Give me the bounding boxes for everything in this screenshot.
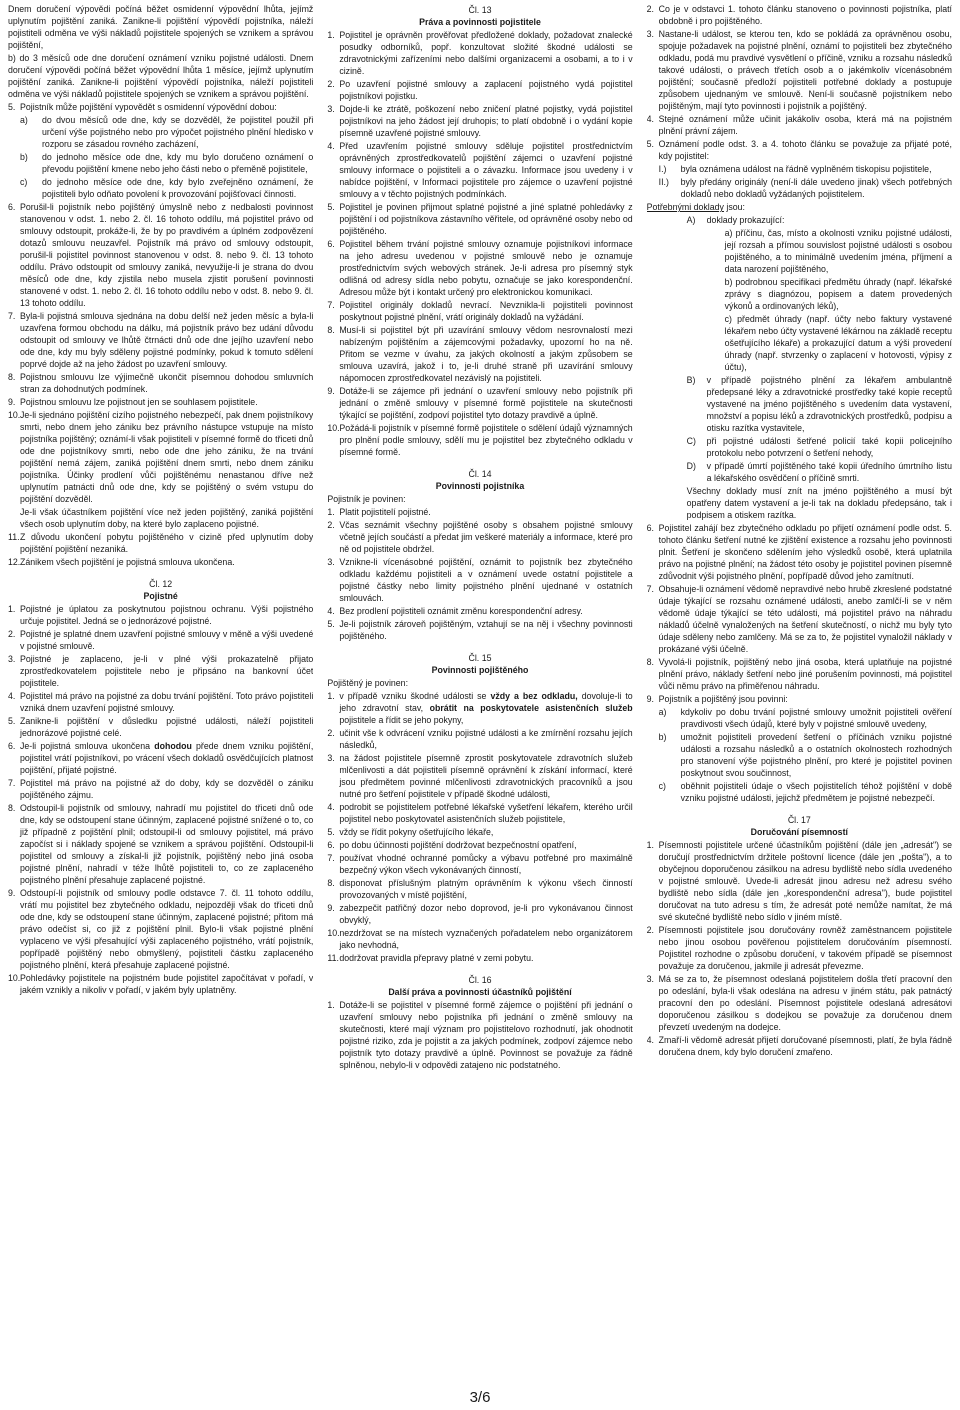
list-item: 4. Před uzavřením pojistné smlouvy sděluje pojistitel prostřednictvím oprávněných zprostředkovatelů pojištění zájemci o uzavření pojistné smlouvy informace o pojistiteli a o závazku. Informace jsou uvedeny i v nabídce pojištění, v Informaci pojistitele pro zájemce o uzavření pojistné smlouvy a v těchto pojistných podmínkách. xyxy=(327,141,633,199)
list-item: 1. Pojistné je úplatou za poskytnutou pojistnou ochranu. Výši pojistného určuje pojistitel. Jedná se o jednorázové pojistné. xyxy=(8,604,314,626)
list-item: 6. Je-li pojistná smlouva ukončena dohodou přede dnem vzniku pojištění, pojistitel vrátí pojistníkovi, po vrácení všech dokladů osvědčujících platnost pojištění, přijaté pojistné. xyxy=(8,741,314,775)
list-item: 7. Pojistitel originály dokladů nevrací. Nevznikla-li pojistiteli povinnost poskytnout pojistné plnění, vrátí originály dokladů na vyžádání. xyxy=(327,300,633,322)
list-item: I.) byla oznámena událost na řádně vyplněném tiskopisu pojistitele, xyxy=(658,164,932,174)
list-item: 3. Vznikne-li vícenásobné pojištění, oznámit to pojistník bez zbytečného odkladu každému pojistiteli a v oznámení uvede ostatní pojistitele a pojistné částky nebo limity pojistného plnění ujednané v ostatních smlouvách. xyxy=(327,557,633,603)
list-item: 6. Porušil-li pojistník nebo pojištěný úmyslně nebo z nedbalosti povinnost stanovenou v odst. 1. nebo 2. čl. 16 tohoto oddílu, má pojistitel právo od smlouvy odstoupit, prokáže-li, že by po pravdivém a úplném zodpovězení dotazů smlouvu neuzavřel. Pojistník má právo od smlouvy odstoupit, porušil-li pojistitel povinnost stanovenou v odst. 8. nebo 9. čl. 13 tohoto oddílu. Právo odstoupit od smlouvy zaniká, nevyužije-li je strana do dvou měsíců ode dne, kdy zjistila nebo musela zjistit porušení povinnosti stanovené v odst. 1. nebo 2. čl. 16 tohoto oddílu nebo v odst. 8. nebo 9. čl. 13 tohoto oddílu. xyxy=(8,202,314,308)
list-item: 11. Z důvodu ukončení pobytu pojištěného v cizině před uplynutím doby pojištění pojištění nezaniká. xyxy=(8,532,314,554)
list-item: 11. dodržovat pravidla přepravy platné v zemi pobytu. xyxy=(327,953,534,963)
list-item: 2. Písemnosti pojistitele jsou doručovány rovněž zaměstnancem pojistitele nebo jinou osobou pověřenou pojistitelem doručováním písemností. Pojistitel rozhodne o způsobu doručení, v takovém případě se písemnost považuje za doručenou, jakmile ji adresát převezme. xyxy=(646,925,952,971)
list-item: 2. učinit vše k odvrácení vzniku pojistné události a ke zmírnění rozsahu jejích následků, xyxy=(327,728,633,750)
list-item: 6. Pojistitel zahájí bez zbytečného odkladu po přijetí oznámení podle odst. 5. tohoto článku šetření nutné ke zjištění existence a rozsahu jeho povinnosti plnit. Šetření je skončeno sdělením jeho výsledků osobě, která uplatnila právo na pojistné plnění; na žádost této osoby je pojistitel povinen písemně zdůvodnit výši pojistného plnění, popřípadě důvod jeho zamítnutí. xyxy=(646,523,952,581)
paragraph: Pojistník je povinen: xyxy=(327,494,406,504)
list-item: 5. Pojistník může pojištění vypovědět s osmidenní výpovědní dobou: xyxy=(8,102,277,112)
paragraph: Potřebnými doklady jsou: xyxy=(646,202,745,212)
page-number: 3/6 xyxy=(469,1389,491,1406)
list-item: 5. Zanikne-li pojištění v důsledku pojistné události, náleží pojistiteli jednorázové pojistné celé. xyxy=(8,716,314,738)
list-item: 7. Obsahuje-li oznámení vědomě nepravdivé nebo hrubě zkreslené podstatné údaje týkající se rozsahu oznámené události, anebo zamlčí-li se v něm vědomě údaje týkající se této události, má pojistitel právo na náhradu nákladů účelně vynaložených na šetření skutečností, o nichž mu byly tyto údaje sděleny nebo zamlčeny. Má se za to, že pojistitel vynaložil náklady v prokázané výši účelně. xyxy=(646,584,952,654)
list-item: 1. Dotáže-li se pojistitel v písemné formě zájemce o pojištění při jednání o uzavření smlouvy nebo pojistníka při jednání o změně smlouvy na skutečnosti, které mají význam pro pojistitelovo rozhodnutí, jak ohodnotit pojistné riziko, zda je pojistit a za jakých podmínek, zodpoví zájemce nebo pojistník tyto dotazy pravdivě a úplně. Povinnost se považuje za řádně splněnou, nebylo-li v odpovědi zatajeno nic podstatného. xyxy=(327,1000,633,1070)
list-item: 3. Má se za to, že písemnost odeslaná pojistitelem došla třetí pracovní den po odeslání, byla-li však odeslána na adresu v jiném státu, pak patnáctý pracovní den po odeslání. Písemnost pojistitele odeslaná adresátovi doporučenou zásilkou s dodejkou se považuje za doručenou dnem převzetí uvedeným na dodejce. xyxy=(646,974,952,1032)
list-item: A) doklady prokazující: xyxy=(686,215,785,225)
article-heading: Čl. 13 Práva a povinnosti pojistitele xyxy=(419,5,541,27)
list-item: 9. Pojistník a pojištěný jsou povinni: xyxy=(646,694,788,704)
list-item: c) do jednoho měsíce ode dne, kdy bylo zveřejněno oznámení, že pojistiteli bylo odňato povolení k provozování pojišťovací činnosti. xyxy=(20,177,314,199)
list-item: 9. Odstoupí-li pojistník od smlouvy podle odstavce 7. čl. 11 tohoto oddílu, vrátí mu pojistitel bez zbytečného odkladu, nejpozději však do třiceti dnů ode dne, kdy se odstoupení stane účinným, zaplacené pojistné; přitom má právo odečíst si, co již z pojištění plnil. Bylo-li však pojistné plnění vyplaceno ve výši přesahující výši zaplaceného pojistného, vrátí pojistník, popřípadě pojištěný nebo obmyšlený, pojistiteli částku zaplaceného pojistného plnění, která přesahuje zaplacené pojistné. xyxy=(8,888,314,970)
list-item: 7. Byla-li pojistná smlouva sjednána na dobu delší než jeden měsíc a byla-li uzavřena formou obchodu na dálku, má pojistník právo bez udání důvodu odstoupit od smlouvy ve lhůtě čtrnácti dnů ode dne jejího uzavření nebo ode dne, kdy mu byly sděleny pojistné podmínky, pokud k tomuto sdělení poprvé dojde až na jeho žádost po uzavření smlouvy. xyxy=(8,311,314,369)
paragraph: Dnem doručení výpovědi počíná běžet osmidenní výpovědní lhůta, jejímž uplynutím pojištění zaniká. Zanikne-li pojištění výpovědí pojistníka, náleží pojistiteli odměna ve výši nákladů pojistitele spojených se vznikem a správou pojištění, xyxy=(8,4,314,50)
list-item: 4. Stejné oznámení může učinit jakákoliv osoba, která má na pojistném plnění právní zájem. xyxy=(646,114,952,136)
list-item: 9. Pojistnou smlouvu lze pojistnout jen se souhlasem pojistitele. xyxy=(8,397,258,407)
list-item: 1. Platit pojistitelí pojistné. xyxy=(327,507,431,517)
list-item: 2. Co je v odstavci 1. tohoto článku stanoveno o povinnosti pojistníka, platí obdobně i pro pojištěného. xyxy=(646,4,952,26)
list-item: 8. Pojistnou smlouvu lze výjimečně ukončit písemnou dohodou smluvních stran za dohodnutých podmínek. xyxy=(8,372,314,394)
list-item: 5. Pojistitel je povinen přijmout splatné pojistné a jiné splatné pohledávky z pojištění i od pojistníkova zástavního věřitele, od oprávněné osoby nebo od pojištěného. xyxy=(327,202,633,236)
list-item: 6. Pojistitel během trvání pojistné smlouvy oznamuje pojistníkovi informace na jeho adresu uvedenou v pojistné smlouvě nebo je oznamuje prostřednictvím svých webových stránek. Je-li adresa pro písemný styk odlišná od adresy sídla nebo pobytu, označuje se jako korespondenční. Adresou může být i kontakt určený pro elektronickou komunikaci. xyxy=(327,239,633,297)
list-item: a) kdykoliv po dobu trvání pojistné smlouvy umožnit pojistiteli ověření pravdivosti všech údajů, které byly v pojistné smlouvě uvedeny, xyxy=(658,707,952,729)
list-item: 7. Pojistitel má právo na pojistné až do doby, kdy se dozvěděl o zániku pojištěného zájmu. xyxy=(8,778,314,800)
list-item: 3. Pojistné je zaplaceno, je-li v plné výši prokazatelně přijato zprostředkovatelem pojistitele nebo je připsáno na bankovní účet pojistitele. xyxy=(8,654,314,688)
article-heading: Čl. 14 Povinnosti pojistníka xyxy=(435,469,525,491)
article-heading: Čl. 16 Další práva a povinnosti účastníků pojištění xyxy=(388,975,572,997)
list-item: B) v případě pojistného plnění za lékařem ambulantně předepsané léky a zdravotnické prostředky také kopie receptů vystavené na jméno pojištěného s uvedením data vystavení, množství a popisu léků a zdravotnických prostředků, podpisu a otisku razítka vystavitele, xyxy=(686,375,952,433)
list-item: 4. Bez prodlení pojistiteli oznámit změnu korespondenční adresy. xyxy=(327,606,583,616)
list-item: 7. používat vhodné ochranné pomůcky a výbavu potřebné pro maximálně bezpečný výkon všech vykonávaných činností, xyxy=(327,853,633,875)
document-columns xyxy=(8,3,952,1373)
list-item: 10. Požádá-li pojistník v písemné formě pojistitele o sdělení údajů významných pro plnění podle smlouvy, sdělí mu je pojistitel bez zbytečného odkladu v písemné formě. xyxy=(327,423,633,457)
list-item: 5. Je-li pojistník zároveň pojištěným, vztahují se na něj i všechny povinnosti pojištěného. xyxy=(327,619,633,641)
list-item: 10. nezdržovat se na místech vyznačených pořadatelem nebo organizátorem jako nevhodná, xyxy=(327,928,633,950)
list-item: b) podrobnou specifikaci předmětu úhrady (např. lékařské zprávy s diagnózou, popisem a datem provedených výkonů a ordinovaných léků), xyxy=(724,277,952,311)
list-item: 1. Pojistitel je oprávněn prověřovat předložené doklady, požadovat znalecké posudky odborníků, popř. konzultovat složité škodné události se zdravotnickými zařízeními nebo dalšími organizacemi a osobami, a to i v cizině. xyxy=(327,30,633,76)
list-item: 1. v případě vzniku škodné události se vždy a bez odkladu, dovoluje-li to jeho zdravotní stav, obrátit na poskytovatele asistenčních služeb pojistitele a řídit se jeho pokyny, xyxy=(327,691,633,725)
list-item: 8. disponovat příslušným platným oprávněním k výkonu všech činností provozovaných v místě pojištění, xyxy=(327,878,633,900)
list-item: b) umožnit pojistiteli provedení šetření o příčinách vzniku pojistné události a rozsahu následků a o ostatních okolnostech rozhodných pro stanovení výše pojistného plnění, pro které je pojistitel povinen poskytnout svou součinnost, xyxy=(658,732,952,778)
column-2 xyxy=(327,3,632,1373)
article-heading: Čl. 15 Povinnosti pojištěného xyxy=(431,653,529,675)
list-item: a) do dvou měsíců ode dne, kdy se dozvěděl, že pojistitel použil při určení výše pojistného nebo pro výpočet pojistného plnění hledisko v rozporu se zásadou rovného zacházení, xyxy=(20,115,314,149)
column-3 xyxy=(647,3,952,1373)
article-heading: Čl. 12 Pojistné xyxy=(143,579,178,601)
paragraph: b) do 3 měsíců ode dne doručení oznámení vzniku pojistné události. Dnem doručení výpovědi počíná běžet výpovědní lhůta 1 měsíce, jejímž uplynutím pojištění zaniká. Zanikne-li pojištění výpovědí pojistníka, náleží pojistiteli odměna ve výši nákladů pojistitele spojených se vznikem a správou pojištění. xyxy=(8,53,314,99)
list-item: a) příčinu, čas, místo a okolnosti vzniku pojistné události, její rozsah a přímou souvislost pojistné události s osobou pojištěného, a to minimálně uvedením jména, příjmení a data narození pojištěného, xyxy=(724,228,952,274)
list-item: 5. vždy se řídit pokyny ošetřujícího lékaře, xyxy=(327,827,494,837)
list-item: 5. Oznámení podle odst. 3. a 4. tohoto článku se považuje za přijaté poté, kdy pojistitel: xyxy=(646,139,952,161)
list-item: Je-li však účastníkem pojištění více než jeden pojištěný, zaniká pojištění všech osob uplynutím doby, na které bylo zaplaceno pojistné. xyxy=(20,507,314,529)
list-item: 3. na žádost pojistitele písemně zprostit poskytovatele zdravotních služeb mlčenlivosti a dát pojistiteli písemně oprávnění k získání informací, které jsou předmětem povinné mlčenlivosti zdravotnických pracovníků a jsou nutné pro šetření pojistitele v případě škodné události, xyxy=(327,753,633,799)
list-item: 3. Dojde-li ke ztrátě, poškození nebo zničení platné pojistky, vydá pojistitel pojistníkovi na jeho žádost její druhopis; to platí obdobně i o vydání kopie písemně uzavřené pojistné smlouvy. xyxy=(327,104,633,138)
list-item: 10. Pohledávky pojistitele na pojistném bude pojistitel započítávat v pořadí, v jakém vznikly a nikoliv v pořadí, v jakém byly uplatněny. xyxy=(8,973,314,995)
article-heading: Čl. 17 Doručování písemností xyxy=(750,815,848,837)
list-item: 10. Je-li sjednáno pojištění cizího pojistného nebezpečí, pak dnem pojistníkovy smrti, nebo dnem jeho zániku bez právního nástupce vstupuje na místo pojistníka pojištěný; oznámí-li však pojistiteli v písemné formě do třiceti dnů ode dne pojistníkovy smrti, nebo ode dne jeho zániku, že na trvání pojištění nemá zájem, zaniká pojištění dnem smrti, nebo dnem zániku pojistníka. Účinky prodlení vůči pojištěnému nenastanou dříve než uplynutím patnácti dnů ode dne, kdy se pojištěný o svém vstupu do pojištění dozvěděl. xyxy=(8,410,314,504)
paragraph: Všechny doklady musí znít na jméno pojištěného a musí být opatřeny datem vystavení a je-li tak na dokladu předepsáno, tak i podpisem a otiskem razítka. xyxy=(686,486,952,520)
list-item: 1. Písemnosti pojistitele určené účastníkům pojištění (dále jen „adresát") se doručují prostřednictvím držitele poštovní licence (dále jen „pošta"), a to obyčejnou doporučenou zásilkou na adresu bydliště nebo sídla uvedeného v pojistné smlouvě. Uvede-li adresát jinou adresu než adresu svého bydliště nebo sídla (dále jen „korespondenční adresa"), bude pojistitel doručovat na tuto adresu s tím, že adresát poté nemůže namítat, že má své skutečné bydliště nebo sídlo v jiném místě. xyxy=(646,840,952,922)
list-item: 2. Pojistné je splatné dnem uzavření pojistné smlouvy v měně a výši uvedené v pojistné smlouvě. xyxy=(8,629,314,651)
list-item: 2. Včas seznámit všechny pojištěné osoby s obsahem pojistné smlouvy včetně jejích součástí a předat jim veškeré materiály a informace, které pro ně od pojistitele obdržel. xyxy=(327,520,633,554)
list-item: 9. zabezpečit patřičný dozor nebo doprovod, je-li pro vykonávanou činnost obvyklý, xyxy=(327,903,633,925)
list-item: D) v případě úmrtí pojištěného také kopii úředního úmrtního listu a lékařského osvědčení o příčině smrti. xyxy=(686,461,952,483)
list-item: c) oběhnit pojistiteli údaje o všech pojistitelích téhož pojištění v době vzniku pojistné události, jejichž předmětem je pojistné nebezpečí. xyxy=(658,781,952,803)
list-item: 8. Odstoupil-li pojistník od smlouvy, nahradí mu pojistitel do třiceti dnů ode dne, kdy se odstoupení stane účinným, zaplacené pojistné snížené o to, co již případně z pojištění plnil; odstoupil-li od smlouvy pojistitel, má právo započíst si i náklady spojené se vznikem a správou pojištění. Odstoupil-li pojistitel od smlouvy a získal-li již pojistník, pojištěný nebo jiná osoba pojistné plnění, nahradí v téže lhůtě pojistiteli to, co ze zaplaceného pojistného plnění přesahuje zaplacené pojistné. xyxy=(8,803,314,885)
list-item: 4. podrobit se pojistitelem potřebné lékařské vyšetření lékařem, kterého určil pojistitel nebo poskytovatel asistenčních služeb pojistitele, xyxy=(327,802,633,824)
list-item: 2. Po uzavření pojistné smlouvy a zaplacení pojistného vydá pojistitel pojistníkovi pojistku. xyxy=(327,79,633,101)
list-item: c) předmět úhrady (např. účty nebo faktury vystavené lékařem nebo účty vystavené lékárnou na základě receptu ošetřujícího lékaře) a prokazující datum a výši provedení úhrady (např. stvrzenky o zaplacení v hotovosti, výpisy z účtu), xyxy=(724,314,952,372)
list-item: 8. Vyvolá-li pojistník, pojištěný nebo jiná osoba, která uplatňuje na pojistné plnění právo, náklady šetření nebo jiné porušením povinnosti, má pojistitel vůči němu právo na přiměřenou náhradu. xyxy=(646,657,952,691)
list-item: 12. Zánikem všech pojištění je pojistná smlouva ukončena. xyxy=(8,557,235,567)
column-1 xyxy=(8,3,313,1373)
list-item: 3. Nastane-li událost, se kterou ten, kdo se pokládá za oprávněnou osobu, spojuje požadavek na pojistné plnění, oznámí to pojistiteli bez zbytečného odkladu, podá mu pravdivé vysvětlení o příčině, vzniku a rozsahu následků takové události, o právech třetích osob a o jakémkoliv vícenásobném pojištění; současně předloží pojistiteli potřebné doklady a postupuje způsobem ujednaným ve smlouvě. Není-li současně pojistníkem nebo pojištěným, mají tyto povinnosti i pojistník a pojištěný. xyxy=(646,29,952,111)
list-item: 8. Musí-li si pojistitel být při uzavírání smlouvy vědom nesrovnalostí mezi nabízeným pojištěním a zájemcovými požadavky, upozorní ho na ně. Přitom se vezme v úvahu, za jakých okolností a jakým způsobem se smlouva uzavírá, jakož i to, je-li druhé straně při uzavírání smlouvy nápomocen zprostředkovatel nezávislý na pojistiteli. xyxy=(327,325,633,383)
list-item: C) při pojistné události šetřené policií také kopii policejního protokolu nebo potvrzení o šetření nehody, xyxy=(686,436,952,458)
list-item: b) do jednoho měsíce ode dne, kdy mu bylo doručeno oznámení o převodu pojištění kmene nebo jeho části nebo o přeměně pojistitele, xyxy=(20,152,314,174)
list-item: 4. Zmaří-li vědomě adresát přijetí doručované písemnosti, platí, že byla řádně doručena dnem, kdy bylo doručení zmařeno. xyxy=(646,1035,952,1057)
list-item: 6. po dobu účinnosti pojištění dodržovat bezpečnostní opatření, xyxy=(327,840,577,850)
paragraph: Pojištěný je povinen: xyxy=(327,678,409,688)
list-item: II.) byly předány originály (není-li dále uvedeno jinak) všech potřebných dokladů nebo dokladů vyžádaných pojistitelem. xyxy=(658,177,952,199)
list-item: 4. Pojistitel má právo na pojistné za dobu trvání pojištění. Toto právo pojistiteli vzniká dnem uzavření pojistné smlouvy. xyxy=(8,691,314,713)
list-item: 9. Dotáže-li se zájemce při jednání o uzavření smlouvy nebo pojistník při jednání o změně smlouvy v písemné formě pojistitele na skutečnosti týkající se pojištění, zodpoví pojistitel tyto dotazy pravdivě a úplně. xyxy=(327,386,633,420)
